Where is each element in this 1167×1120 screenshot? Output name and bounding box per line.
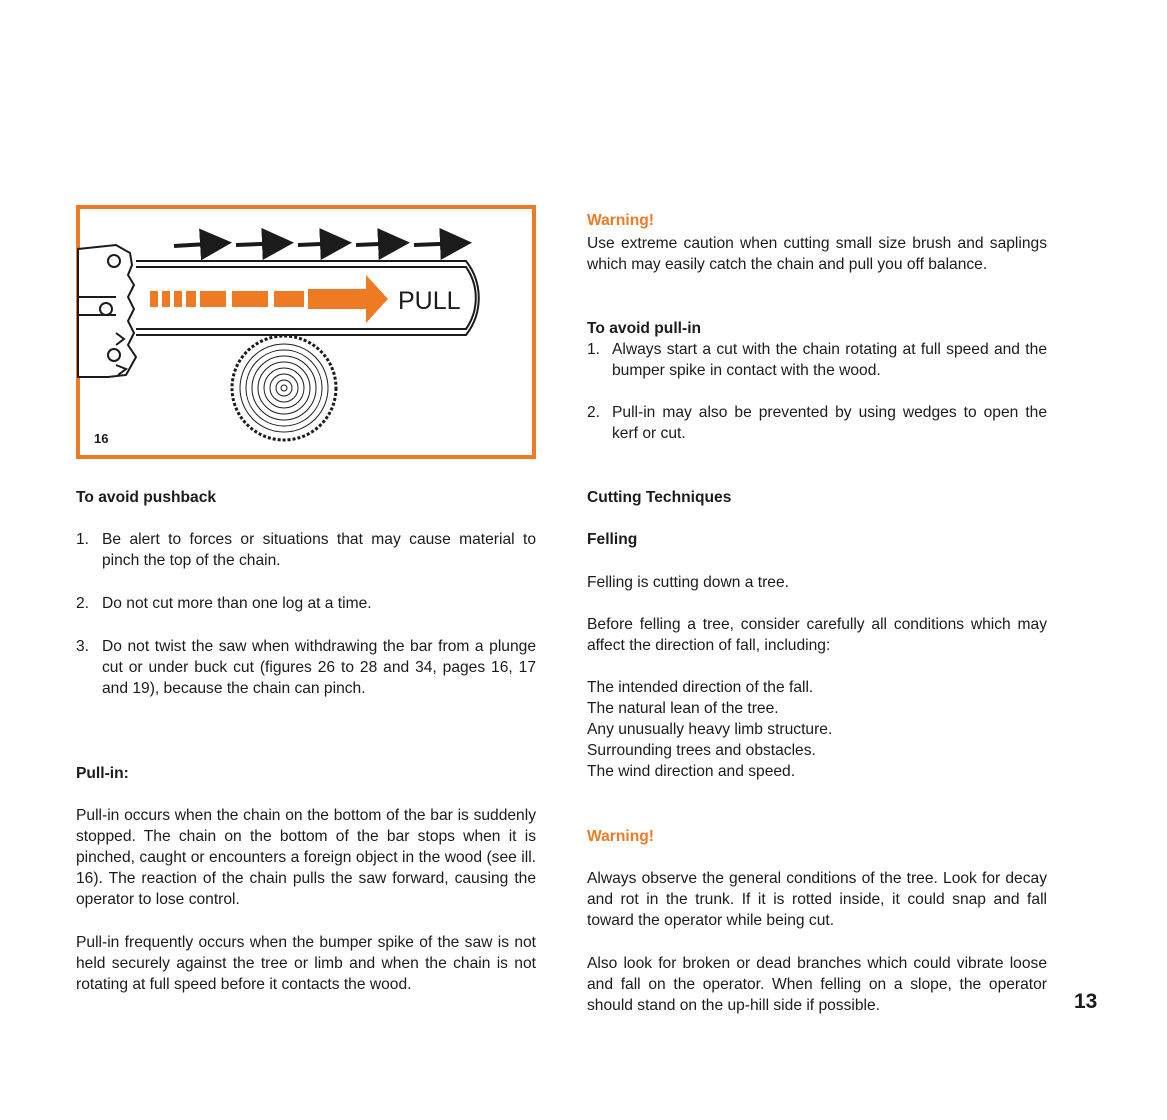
cutting-techniques-heading: Cutting Techniques xyxy=(587,489,732,506)
avoid-pull-in-heading: To avoid pull-in xyxy=(587,320,702,337)
fall-conditions-list xyxy=(587,677,1047,782)
pull-in-heading: Pull-in: xyxy=(76,765,129,782)
chainsaw-pull-illustration xyxy=(76,205,536,459)
list-text: Do not cut more than one log at a time. xyxy=(102,595,372,612)
saw-body xyxy=(78,245,136,377)
list-item: The natural lean of the tree. xyxy=(587,700,779,717)
list-number: 2. xyxy=(76,595,90,612)
page-number: 13 xyxy=(1074,990,1098,1013)
pull-label: PULL xyxy=(398,287,461,315)
felling-definition: Felling is cutting down a tree. xyxy=(587,574,789,591)
pushback-item-2 xyxy=(76,593,536,614)
list-item: Surrounding trees and obstacles. xyxy=(587,742,816,759)
list-item: The intended direction of the fall. xyxy=(587,679,814,696)
felling-consider-text: Before felling a tree, consider carefully all conditions which may affect the direction of fall, including: xyxy=(587,616,1047,654)
warning-2-paragraph-2: Also look for broken or dead branches which could vibrate loose and fall on the operator. When felling on a slope, the operator should stand on the up-hill side if possible. xyxy=(587,955,1047,1014)
list-number: 1. xyxy=(76,531,90,548)
warning-1-title: Warning! xyxy=(587,212,654,229)
warning-1-text: Use extreme caution when cutting small size brush and saplings which may easily catch the chain and pull you off balance. xyxy=(587,235,1047,273)
pushback-item-3 xyxy=(76,636,536,699)
list-text: Pull-in may also be prevented by using wedges to open the kerf or cut. xyxy=(612,404,1047,442)
pushback-heading: To avoid pushback xyxy=(76,489,217,506)
list-text: Do not twist the saw when withdrawing the bar from a plunge cut or under buck cut (figures 26 to 28 and 34, pages 16, 17 and 19), because the chain can pinch. xyxy=(102,638,536,697)
figure-16-pull-in-illustration xyxy=(76,205,536,459)
avoid-pull-in-item-2 xyxy=(587,402,1047,444)
list-text: Be alert to forces or situations that may cause material to pinch the top of the chain. xyxy=(102,531,536,569)
list-number: 1. xyxy=(587,341,601,358)
pull-in-paragraph-2: Pull-in frequently occurs when the bumper spike of the saw is not held securely against the tree or limb and when the chain is not rotating at full speed before it contacts the wood. xyxy=(76,934,536,993)
list-number: 3. xyxy=(76,638,90,655)
list-item: Any unusually heavy limb structure. xyxy=(587,721,833,738)
list-number: 2. xyxy=(587,404,601,421)
pushback-item-1 xyxy=(76,529,536,571)
warning-2-paragraph-1: Always observe the general conditions of the tree. Look for decay and rot in the trunk. If it is rotted inside, it could snap and fall toward the operator while being cut. xyxy=(587,870,1047,929)
list-text: Always start a cut with the chain rotating at full speed and the bumper spike in contact with the wood. xyxy=(612,341,1047,379)
list-item: The wind direction and speed. xyxy=(587,763,796,780)
warning-2-title: Warning! xyxy=(587,828,654,845)
avoid-pull-in-item-1 xyxy=(587,339,1047,381)
figure-number: 16 xyxy=(94,431,109,446)
pull-in-paragraph-1: Pull-in occurs when the chain on the bottom of the bar is suddenly stopped. The chain on the bottom of the bar stops when it is pinched, caught or encounters a foreign object in the wood (see ill. 16). The reaction of the chain pulls the saw forward, causing the operator to lose control. xyxy=(76,807,536,908)
felling-heading: Felling xyxy=(587,531,638,548)
